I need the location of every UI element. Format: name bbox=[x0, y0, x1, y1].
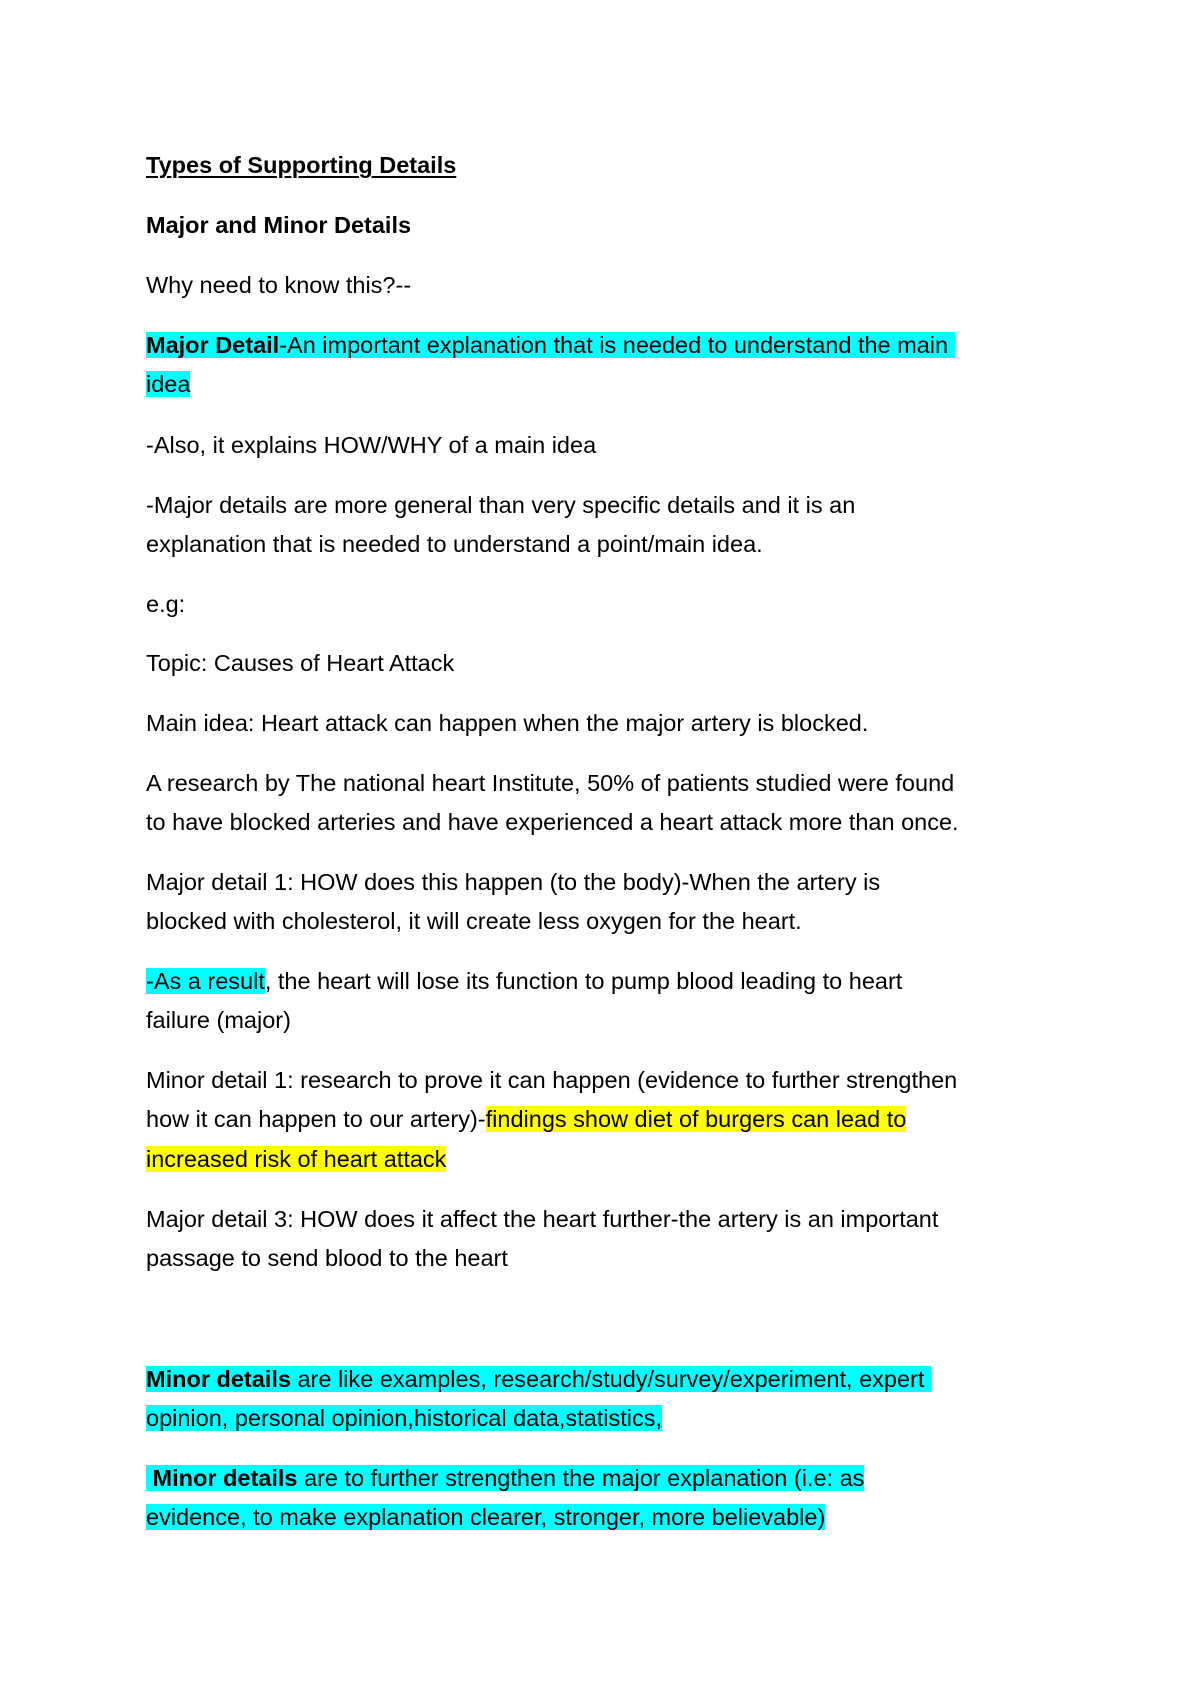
minor-strengthen-line-1 bbox=[146, 1464, 864, 1492]
findings-highlight: findings show diet of burgers can lead to bbox=[485, 1106, 907, 1132]
minor-examples-text: are like examples, research/study/survey/experiment, expert bbox=[290, 1366, 925, 1392]
example-label: e.g: bbox=[146, 591, 186, 617]
major-detail-1-line-1: Major detail 1: HOW does this happen (to the body)-When the artery is bbox=[146, 869, 881, 895]
document-subtitle: Major and Minor Details bbox=[146, 212, 412, 238]
research-line-2: to have blocked arteries and have experienced a heart attack more than once. bbox=[146, 809, 959, 835]
why-question: Why need to know this?-- bbox=[146, 272, 412, 298]
major-definition-line-1 bbox=[146, 331, 955, 359]
minor-strengthen-line-2 bbox=[146, 1503, 825, 1531]
major-definition-highlight bbox=[146, 332, 955, 358]
minor-detail-1-line-2 bbox=[146, 1105, 906, 1133]
minor-details-term: Minor details bbox=[146, 1366, 291, 1392]
main-idea-line: Main idea: Heart attack can happen when the major artery is blocked. bbox=[146, 710, 869, 736]
major-detail-1-line-2: blocked with cholesterol, it will create less oxygen for the heart. bbox=[146, 908, 802, 934]
also-explains-line: -Also, it explains HOW/WHY of a main idea bbox=[146, 432, 597, 458]
major-definition-line-2 bbox=[146, 370, 190, 398]
findings-highlight-2: increased risk of heart attack bbox=[146, 1146, 447, 1172]
minor-examples-highlight-2: opinion, personal opinion,historical data,statistics, bbox=[146, 1405, 662, 1431]
result-line-1 bbox=[146, 967, 902, 995]
minor-detail-1-line-3 bbox=[146, 1145, 446, 1173]
major-definition-text: -An important explanation that is needed to understand the main bbox=[279, 332, 949, 358]
result-text: , the heart will lose its function to pump blood leading to heart bbox=[264, 968, 903, 994]
minor-strengthen-text: are to further strengthen the major explanation (i.e: as bbox=[297, 1465, 865, 1491]
minor-details-term-2: Minor details bbox=[152, 1465, 298, 1491]
research-line-1: A research by The national heart Institute, 50% of patients studied were found bbox=[146, 770, 955, 796]
as-a-result-highlight: -As a result bbox=[146, 968, 265, 994]
general-line-2: explanation that is needed to understand a point/main idea. bbox=[146, 531, 763, 557]
major-detail-3-line-1: Major detail 3: HOW does it affect the heart further-the artery is an important bbox=[146, 1206, 939, 1232]
minor-detail-1-line-1: Minor detail 1: research to prove it can happen (evidence to further strengthen bbox=[146, 1067, 958, 1093]
result-line-2: failure (major) bbox=[146, 1007, 291, 1033]
minor-strengthen-highlight bbox=[146, 1465, 864, 1491]
topic-line: Topic: Causes of Heart Attack bbox=[146, 650, 455, 676]
minor-strengthen-highlight-2: evidence, to make explanation clearer, stronger, more believable) bbox=[146, 1504, 826, 1530]
major-detail-term: Major Detail bbox=[146, 332, 280, 358]
general-line-1: -Major details are more general than very specific details and it is an bbox=[146, 492, 856, 518]
minor-examples-highlight bbox=[146, 1366, 931, 1392]
minor-detail-1-text: how it can happen to our artery)- bbox=[146, 1106, 486, 1132]
minor-examples-line-1 bbox=[146, 1365, 931, 1393]
minor-examples-line-2 bbox=[146, 1404, 662, 1432]
document-title: Types of Supporting Details bbox=[146, 152, 457, 178]
major-detail-3-line-2: passage to send blood to the heart bbox=[146, 1245, 508, 1271]
major-definition-highlight-2: idea bbox=[146, 371, 191, 397]
